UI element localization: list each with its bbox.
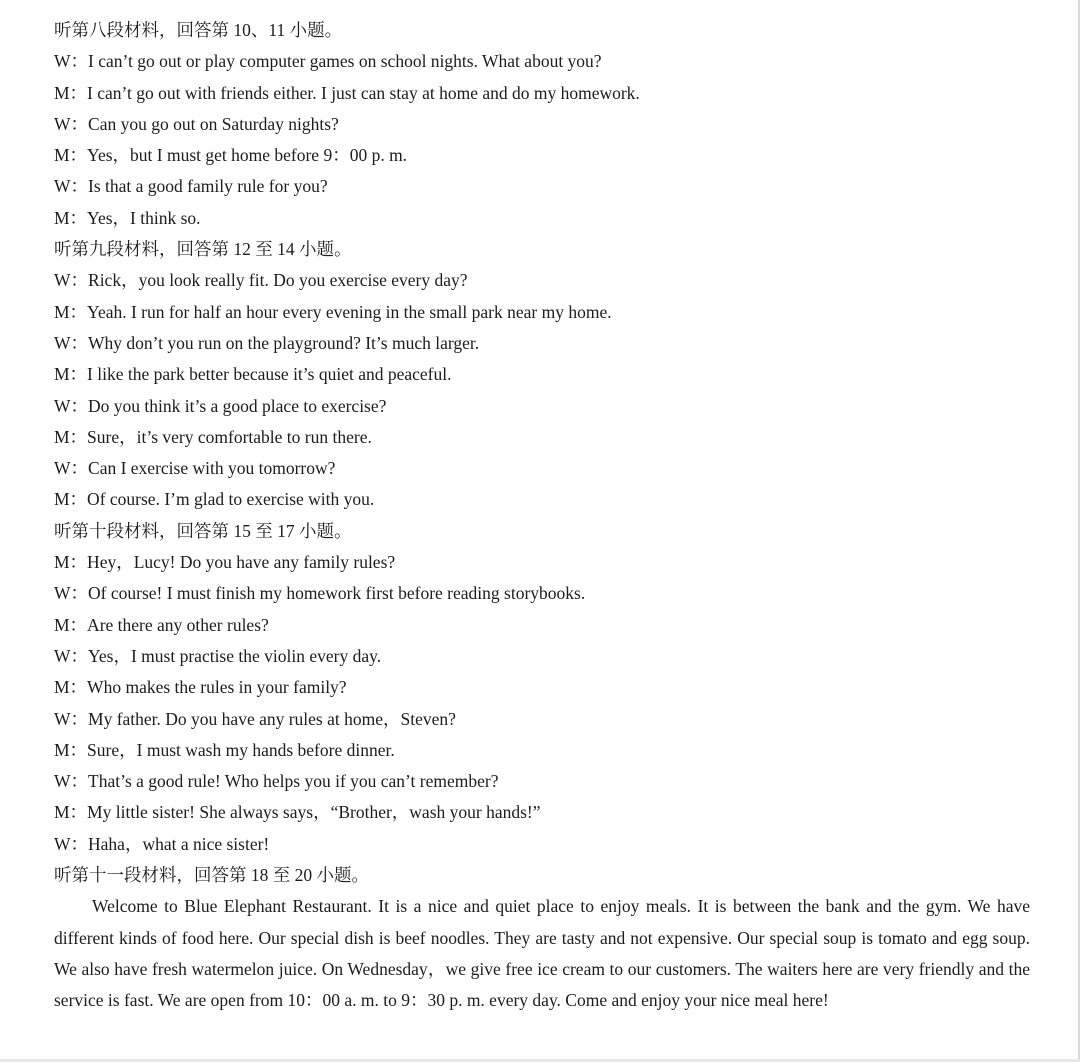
dialogue-line: M：I can’t go out with friends either. I just can stay at home and do my homework.: [54, 82, 640, 103]
listening-script: [54, 15, 1034, 1016]
dialogue-line: W：Why don’t you run on the playground? It’s much larger.: [54, 332, 480, 353]
dialogue-line: W：My father. Do you have any rules at home，Steven?: [54, 708, 456, 729]
dialogue-line: M：I like the park better because it’s quiet and peaceful.: [54, 364, 452, 385]
dialogue-line: M：Sure，I must wash my hands before dinner.: [54, 739, 395, 760]
monologue-paragraph: Welcome to Blue Elephant Restaurant. It is a nice and quiet place to enjoy meals. It is between the bank and the gym. We have different kinds of food here. Our special dish is beef noodles. They are tasty and not expensive. Our special soup is tomato and egg soup. We also have fresh watermelon juice. On Wednesday，we give free ice cream to our customers. The waiters here are very friendly and the service is fast. We are open from 10：00 a. m. to 9：30 p. m. every day. Come and enjoy your nice meal here!: [54, 896, 1030, 1010]
dialogue-line: W：I can’t go out or play computer games on school nights. What about you?: [54, 51, 602, 72]
dialogue-line: W：Can I exercise with you tomorrow?: [54, 458, 336, 479]
dialogue-line: M：Yeah. I run for half an hour every evening in the small park near my home.: [54, 301, 612, 322]
dialogue-line: M：My little sister! She always says，“Brother，wash your hands!”: [54, 802, 541, 823]
dialogue-line: M：Are there any other rules?: [54, 614, 269, 635]
section-heading-10: 听第十段材料，回答第 15 至 17 小题。: [54, 520, 352, 541]
dialogue-line: W：That’s a good rule! Who helps you if you can’t remember?: [54, 771, 499, 792]
dialogue-line: M：Of course. I’m glad to exercise with you.: [54, 489, 375, 510]
section-heading-11: 听第十一段材料，回答第 18 至 20 小题。: [54, 865, 369, 886]
dialogue-line: W：Do you think it’s a good place to exercise?: [54, 395, 387, 416]
dialogue-line: W：Yes，I must practise the violin every day.: [54, 645, 382, 666]
dialogue-line: W：Haha，what a nice sister!: [54, 833, 270, 854]
dialogue-line: M：Yes，I think so.: [54, 207, 201, 228]
section-heading-9: 听第九段材料，回答第 12 至 14 小题。: [54, 239, 352, 260]
dialogue-line: W：Of course! I must finish my homework first before reading storybooks.: [54, 583, 586, 604]
dialogue-line: M：Hey，Lucy! Do you have any family rules?: [54, 552, 396, 573]
dialogue-line: W：Is that a good family rule for you?: [54, 176, 328, 197]
dialogue-line: M：Yes，but I must get home before 9：00 p. m.: [54, 145, 408, 166]
dialogue-line: W：Rick，you look really fit. Do you exercise every day?: [54, 270, 468, 291]
section-heading-8: 听第八段材料，回答第 10、11 小题。: [54, 20, 343, 40]
dialogue-line: M：Who makes the rules in your family?: [54, 677, 347, 698]
dialogue-line: M：Sure，it’s very comfortable to run there.: [54, 426, 372, 447]
dialogue-line: W：Can you go out on Saturday nights?: [54, 113, 339, 134]
